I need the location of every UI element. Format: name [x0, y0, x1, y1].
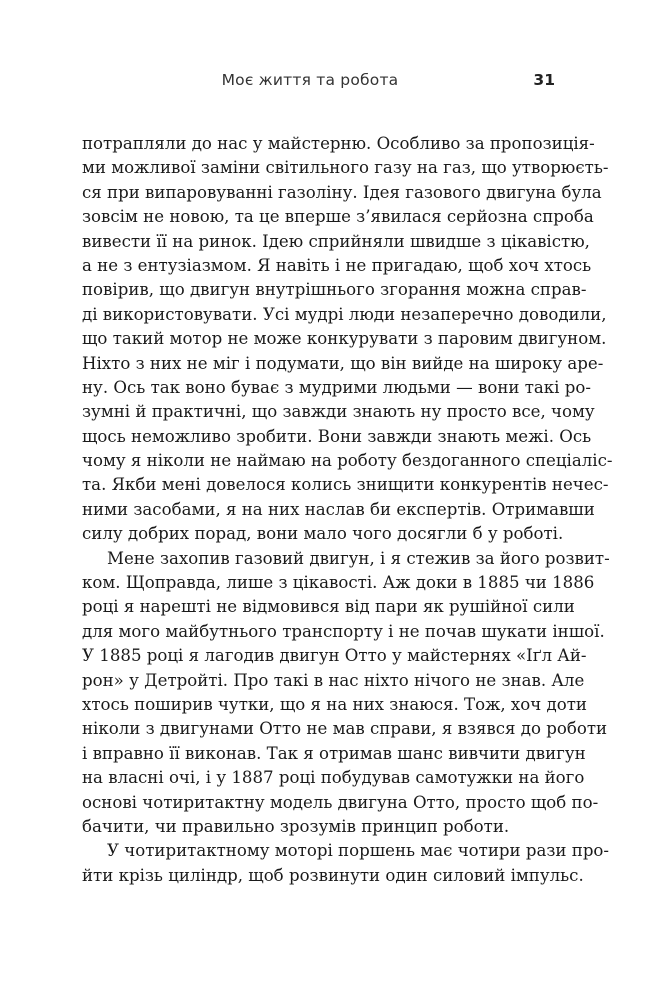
text-line: зумні й практичні, що завжди знають ну просто все, чому: [82, 402, 595, 422]
text-line: основі чотиритактну модель двигуна Отто, просто щоб по-: [82, 792, 599, 812]
text-line: ся при випаровуванні газоліну. Ідея газового двигуна була: [82, 182, 602, 202]
text-line: зовсім не новою, та це вперше з’явилася серйозна спроба: [82, 207, 594, 227]
body-text: [82, 132, 613, 888]
text-line: йти крізь циліндр, щоб розвинути один силовий імпульс.: [82, 865, 584, 885]
text-line: ну. Ось так воно буває з мудрими людьми — вони такі ро-: [82, 377, 591, 397]
text-line: ми можливої заміни світильного газу на газ, що утворюєть-: [82, 158, 609, 178]
text-line: на власні очі, і у 1887 році побудував самотужки на його: [82, 768, 585, 788]
text-line: Мене захопив газовий двигун, і я стежив за його розвит-: [107, 548, 610, 568]
text-line: ними засобами, я на них наслав би експертів. Отримавши: [82, 499, 595, 519]
text-line: ком. Щоправда, лише з цікавості. Аж доки в 1885 чи 1886: [82, 573, 595, 593]
text-line: і вправно її виконав. Так я отримав шанс вивчити двигун: [82, 743, 586, 763]
page-number: 31: [533, 71, 555, 89]
text-line: повірив, що двигун внутрішнього згорання можна справ-: [82, 280, 587, 300]
running-header: [0, 71, 659, 93]
text-line: що такий мотор не може конкурувати з паровим двигуном.: [82, 329, 607, 349]
text-line: та. Якби мені довелося колись знищити конкурентів нечес-: [82, 475, 609, 495]
paragraph: [82, 839, 610, 888]
text-line: У 1885 році я лагодив двигун Отто у майстернях «Іґл Ай-: [82, 646, 587, 666]
text-line: ніколи з двигунами Отто не мав справи, я взявся до роботи: [82, 719, 608, 739]
text-line: ді використовувати. Усі мудрі люди незаперечно доводили,: [82, 304, 607, 324]
text-line: для мого майбутнього транспорту і не почав шукати іншої.: [82, 621, 605, 641]
text-line: а не з ентузіазмом. Я навіть і не пригадаю, щоб хоч хтось: [82, 255, 592, 275]
text-line: хтось поширив чутки, що я на них знаюся. Тож, хоч доти: [82, 694, 587, 714]
text-line: щось неможливо зробити. Вони завжди знають межі. Ось: [82, 426, 592, 446]
paragraph: [82, 547, 610, 840]
text-line: потрапляли до нас у майстерню. Особливо за пропозиція-: [82, 134, 595, 153]
text-line: рон» у Детройті. Про такі в нас ніхто нічого не знав. Але: [82, 670, 585, 690]
text-line: вивести її на ринок. Ідею сприйняли швидше з цікавістю,: [82, 231, 590, 251]
text-line: чому я ніколи не наймаю на роботу бездоганного спеціаліс-: [82, 451, 613, 471]
text-line: У чотиритактному моторі поршень має чотири рази про-: [107, 841, 610, 861]
text-line: силу добрих порад, вони мало чого досягли б у роботі.: [82, 524, 564, 544]
chapter-title: Моє життя та робота: [221, 71, 399, 89]
text-line: Ніхто з них не міг і подумати, що він вийде на широку аре-: [82, 353, 604, 373]
text-line: році я нарешті не відмовився від пари як рушійної сили: [82, 597, 575, 617]
text-line: бачити, чи правильно зрозумів принцип роботи.: [82, 816, 510, 836]
paragraph: [82, 132, 613, 547]
